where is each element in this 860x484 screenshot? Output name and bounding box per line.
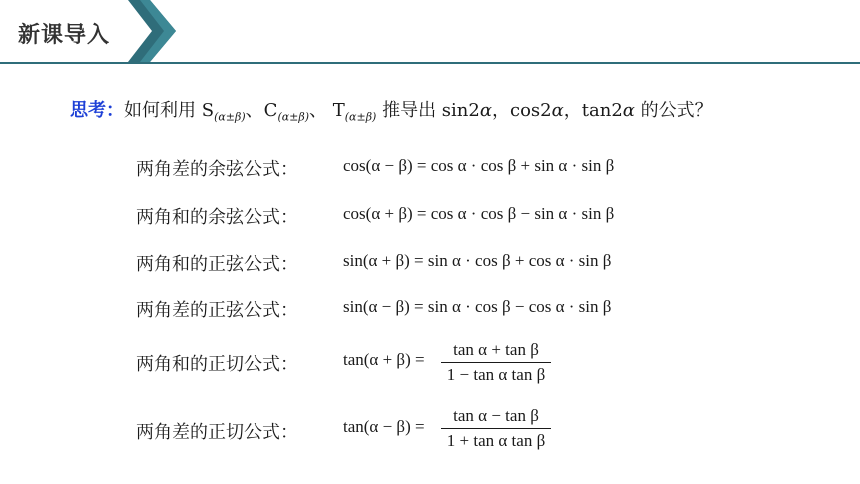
formula-name: 两角和的正切公式： (136, 354, 298, 375)
fraction-denominator: 1 + tan α tan β (446, 431, 546, 450)
fraction-bar (441, 428, 551, 429)
formula-name: 两角和的正弦公式： (136, 254, 298, 275)
question-sub-s: (α±β) (214, 110, 246, 124)
fraction (441, 406, 551, 451)
slide-title: 新课导入 (18, 23, 111, 48)
fraction-numerator: tan α + tan β (453, 340, 539, 359)
formula-name: 两角和的余弦公式： (136, 207, 298, 228)
formula-cos-sum: cos(α + β) = cos α · cos β − sin α · sin β (343, 204, 615, 223)
formula-name: 两角差的正弦公式： (136, 300, 298, 321)
formula-row-tan-diff (136, 418, 341, 444)
question-text-5: 的公式？ (634, 100, 713, 121)
header-divider (0, 62, 860, 64)
formula-row-cos-sum (136, 203, 341, 229)
formula-sin-diff: sin(α − β) = sin α · cos β − cos α · sin β (343, 297, 612, 316)
question-sub-c: (α±β) (277, 110, 310, 124)
formula-row-cos-diff (136, 155, 341, 181)
formula-cos-diff: cos(α − β) = cos α · cos β + sin α · sin β (343, 156, 615, 175)
alpha-2: α (551, 100, 564, 121)
fraction (441, 340, 551, 385)
formula-row-sin-sum (136, 250, 341, 276)
formula-sin-sum: sin(α + β) = sin α · cos β + cos α · sin β (343, 251, 612, 270)
question-sep-1: 、C (245, 100, 278, 121)
question-sub-t: (α±β) (344, 110, 377, 124)
formula-row-sin-diff (136, 296, 341, 322)
question-sep-2: 、 T (309, 100, 345, 121)
alpha-1: α (479, 100, 492, 121)
alpha-3: α (622, 100, 635, 121)
question-label: 思考： (70, 100, 124, 121)
question-text-4: ，tan2 (563, 100, 623, 121)
slide-header (0, 0, 860, 70)
formula-name: 两角差的余弦公式： (136, 159, 298, 180)
question-text-2: 推导出 sin2 (376, 100, 480, 121)
thinking-question (70, 96, 713, 124)
fraction-bar (441, 362, 551, 363)
formula-name: 两角差的正切公式： (136, 422, 298, 443)
fraction-numerator: tan α − tan β (453, 406, 539, 425)
formula-lhs: tan(α + β) = (343, 350, 425, 369)
question-text-3: ，cos2 (492, 100, 552, 121)
formula-row-tan-sum (136, 350, 341, 376)
formula-lhs: tan(α − β) = (343, 417, 425, 436)
question-text-1: 如何利用 S (124, 100, 215, 121)
fraction-denominator: 1 − tan α tan β (446, 365, 546, 384)
